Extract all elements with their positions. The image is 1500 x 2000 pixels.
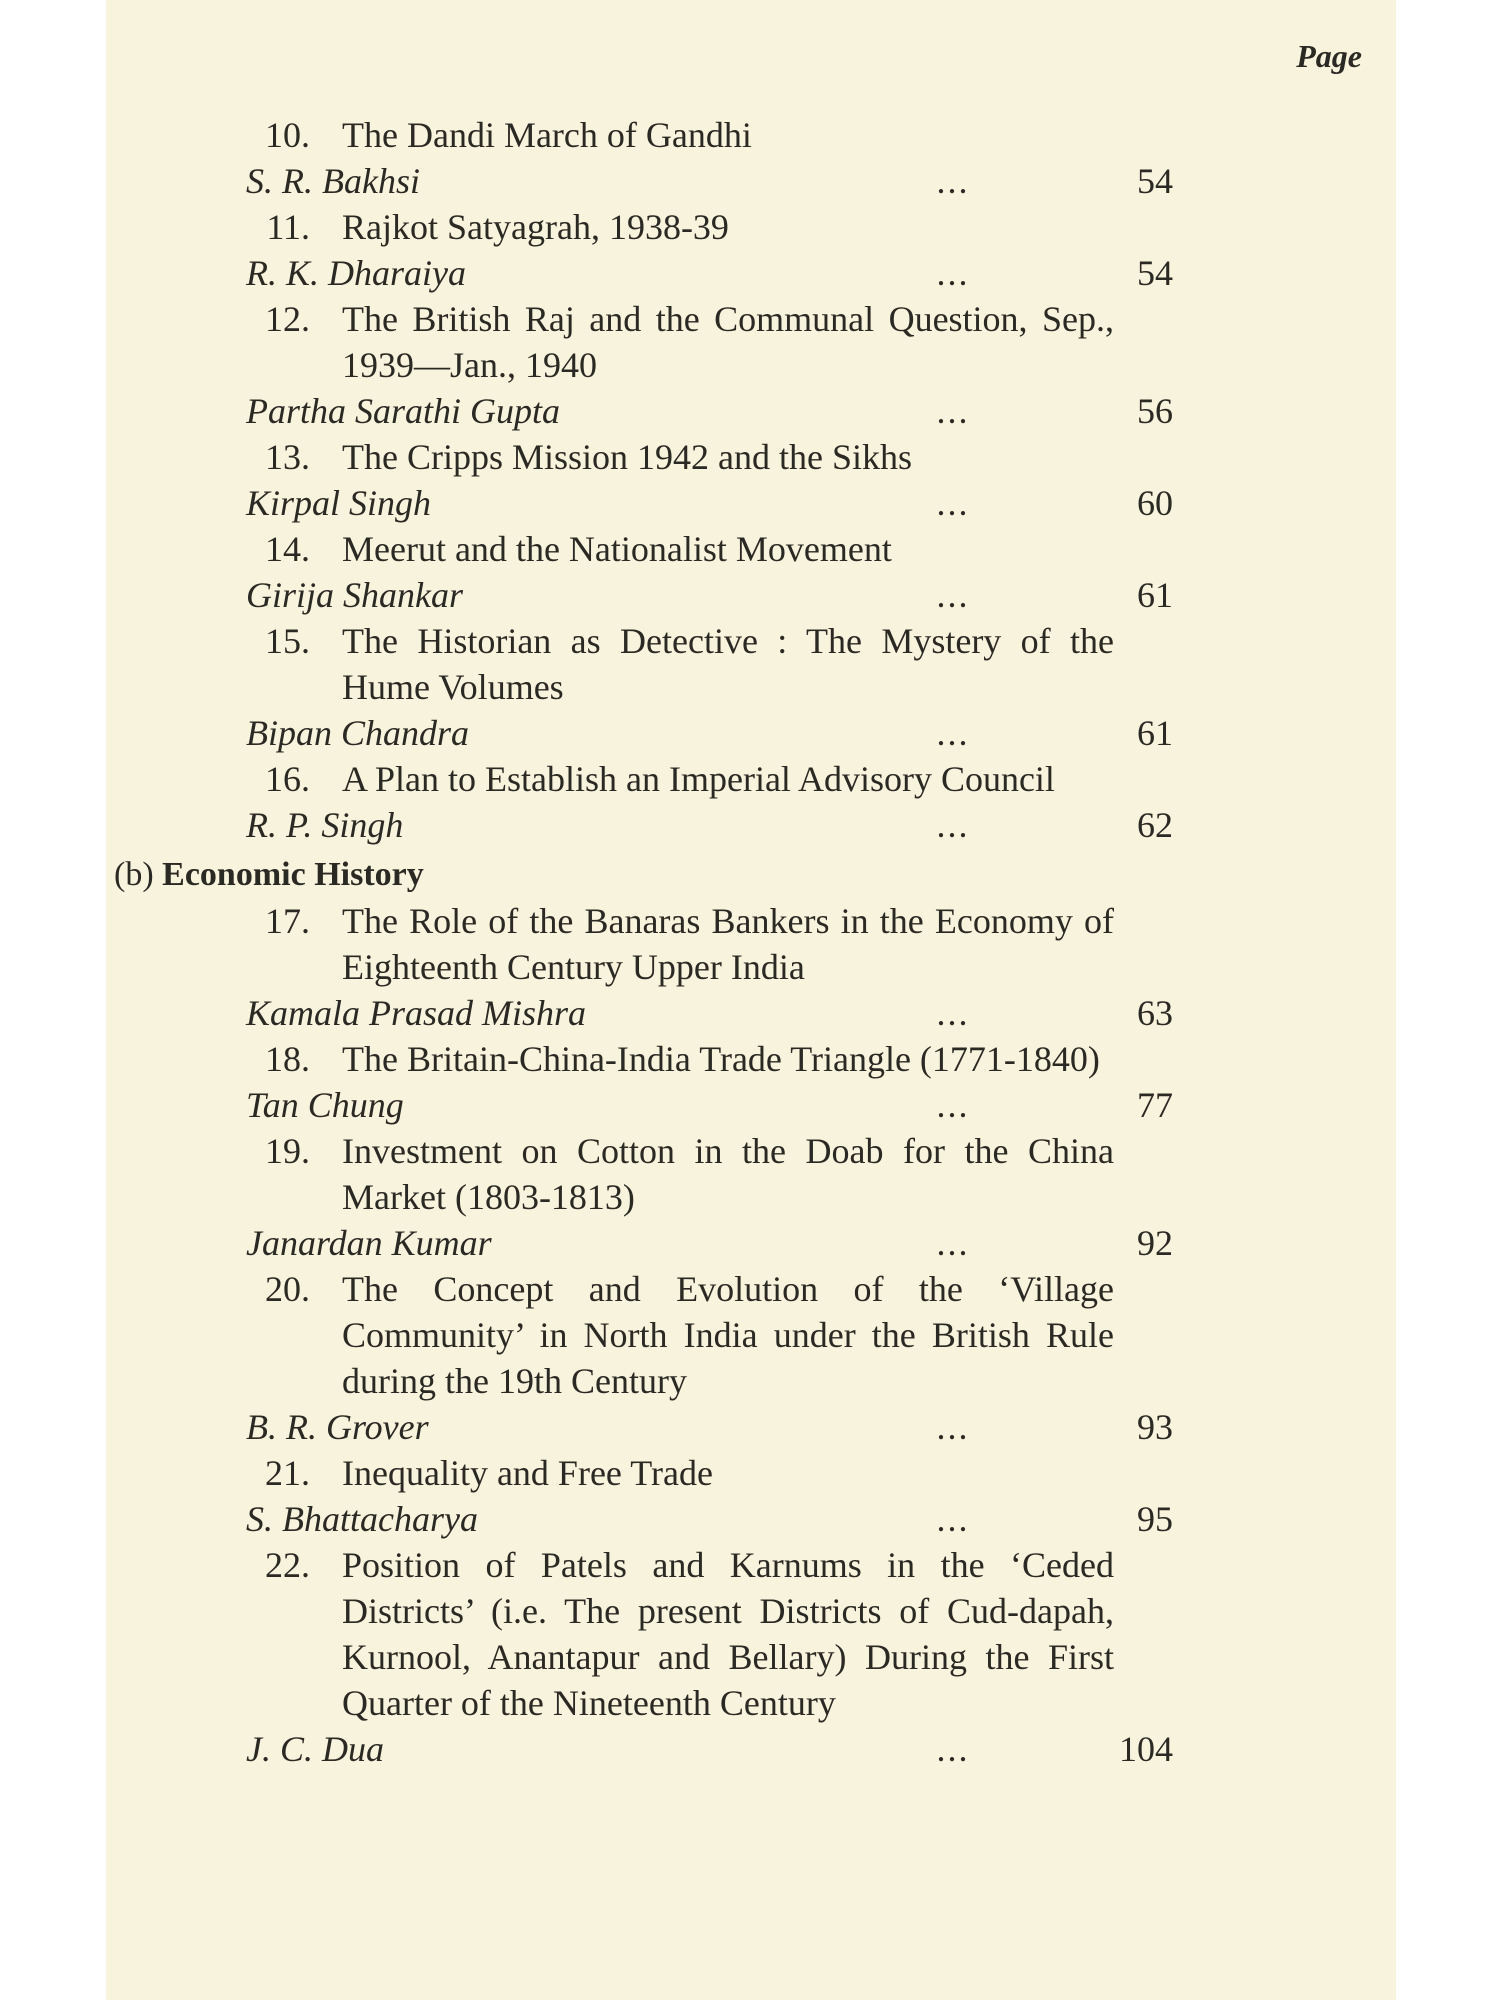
entry-author-row: [106, 250, 1196, 296]
entry-title: The Historian as Detective : The Mystery of the Hume Volumes: [342, 621, 1114, 707]
leader-dots: ...: [936, 161, 970, 201]
entry-title: Rajkot Satyagrah, 1938-39: [342, 207, 729, 247]
entry-number: 11.: [266, 207, 310, 247]
entry-author-row: [106, 1496, 1196, 1542]
entry-title: Meerut and the Nationalist Movement: [342, 529, 892, 569]
entry-page-number: 62: [1137, 805, 1173, 845]
entry-author-row: [106, 388, 1196, 434]
toc-entry: [106, 898, 1396, 990]
entry-author-row: [106, 1220, 1196, 1266]
entry-author: Janardan Kumar: [246, 1223, 492, 1263]
entry-page-number: 60: [1137, 483, 1173, 523]
entry-title: The British Raj and the Communal Question, Sep., 1939—Jan., 1940: [342, 299, 1114, 385]
leader-dots: ...: [936, 713, 970, 753]
contents-list: [106, 112, 1396, 1772]
entry-author: Girija Shankar: [246, 575, 464, 615]
toc-entry: [106, 1128, 1396, 1220]
entry-title: The Role of the Banaras Bankers in the Economy of Eighteenth Century Upper India: [342, 901, 1114, 987]
entry-number: 19.: [265, 1131, 310, 1171]
entry-author: Kamala Prasad Mishra: [246, 993, 587, 1033]
entry-author: S. R. Bakhsi: [246, 161, 420, 201]
toc-entry: [106, 1450, 1396, 1496]
toc-entry: [106, 204, 1396, 250]
page-column-heading: Page: [1296, 38, 1362, 74]
entry-author: S. Bhattacharya: [246, 1499, 478, 1539]
leader-dots: ...: [936, 993, 970, 1033]
leader-dots: ...: [936, 1223, 970, 1263]
entry-author: R. K. Dharaiya: [246, 253, 466, 293]
leader-dots: ...: [936, 391, 970, 431]
leader-dots: ...: [936, 1085, 970, 1125]
entry-number: 15.: [265, 621, 310, 661]
entry-author-row: [106, 802, 1196, 848]
entry-number: 13.: [265, 437, 310, 477]
entry-number: 17.: [265, 901, 310, 941]
toc-entry: [106, 112, 1396, 158]
leader-dots: ...: [936, 575, 970, 615]
entry-title: Inequality and Free Trade: [342, 1453, 713, 1493]
entry-page-number: 95: [1137, 1499, 1173, 1539]
entry-number: 10.: [265, 115, 310, 155]
entry-page-number: 56: [1137, 391, 1173, 431]
leader-dots: ...: [936, 805, 970, 845]
entry-page-number: 93: [1137, 1407, 1173, 1447]
entry-author: Partha Sarathi Gupta: [246, 391, 561, 431]
entry-title: A Plan to Establish an Imperial Advisory Council: [342, 759, 1055, 799]
entry-number: 22.: [265, 1545, 310, 1585]
entry-page-number: 61: [1137, 713, 1173, 753]
entry-page-number: 77: [1137, 1085, 1173, 1125]
entry-page-number: 104: [1119, 1729, 1173, 1769]
entry-page-number: 54: [1137, 161, 1173, 201]
entry-author: Tan Chung: [246, 1085, 404, 1125]
toc-entry: [106, 1036, 1396, 1082]
leader-dots: ...: [936, 1407, 970, 1447]
entry-number: 12.: [265, 299, 310, 339]
entry-title: The Dandi March of Gandhi: [342, 115, 752, 155]
leader-dots: ...: [936, 1499, 970, 1539]
entry-author-row: [106, 1726, 1196, 1772]
entry-author: Kirpal Singh: [246, 483, 432, 523]
entry-page-number: 92: [1137, 1223, 1173, 1263]
entry-page-number: 63: [1137, 993, 1173, 1033]
entry-author: Bipan Chandra: [246, 713, 470, 753]
toc-entry: [106, 756, 1396, 802]
entry-author: B. R. Grover: [246, 1407, 429, 1447]
entry-author-row: [106, 990, 1196, 1036]
entry-author-row: [106, 1082, 1196, 1128]
entry-title: Investment on Cotton in the Doab for the China Market (1803-1813): [342, 1131, 1114, 1217]
entry-number: 20.: [265, 1269, 310, 1309]
leader-dots: ...: [936, 483, 970, 523]
entry-author-row: [106, 710, 1196, 756]
entry-title: The Concept and Evolution of the ‘Village Community’ in North India under the British Rule during the 19th Century: [342, 1269, 1114, 1401]
leader-dots: ...: [936, 253, 970, 293]
entry-title: Position of Patels and Karnums in the ‘Ceded Districts’ (i.e. The present Districts of Cud-dapah, Kurnool, Anantapur and Bellary) During the First Quarter of the Nineteenth Century: [342, 1545, 1114, 1723]
entry-page-number: 61: [1137, 575, 1173, 615]
toc-entry: [106, 1266, 1396, 1404]
toc-entry: [106, 296, 1396, 388]
entry-author-row: [106, 480, 1196, 526]
toc-entry: [106, 434, 1396, 480]
entry-author-row: [106, 572, 1196, 618]
entry-number: 14.: [265, 529, 310, 569]
entry-title: The Cripps Mission 1942 and the Sikhs: [342, 437, 913, 477]
entry-title: The Britain-China-India Trade Triangle (1771-1840): [342, 1039, 1100, 1079]
section-heading: [106, 852, 1396, 898]
section-title: Economic History: [162, 856, 424, 893]
leader-dots: ...: [936, 1729, 970, 1769]
toc-entry: [106, 1542, 1396, 1726]
entry-author-row: [106, 158, 1196, 204]
toc-entry: [106, 618, 1396, 710]
entry-author: R. P. Singh: [246, 805, 404, 845]
book-page: [106, 0, 1396, 2000]
entry-number: 18.: [265, 1039, 310, 1079]
entry-number: 16.: [265, 759, 310, 799]
entry-number: 21.: [265, 1453, 310, 1493]
entry-author: J. C. Dua: [246, 1729, 384, 1769]
section-label: (b): [114, 856, 154, 893]
toc-entry: [106, 526, 1396, 572]
entry-author-row: [106, 1404, 1196, 1450]
entry-page-number: 54: [1137, 253, 1173, 293]
